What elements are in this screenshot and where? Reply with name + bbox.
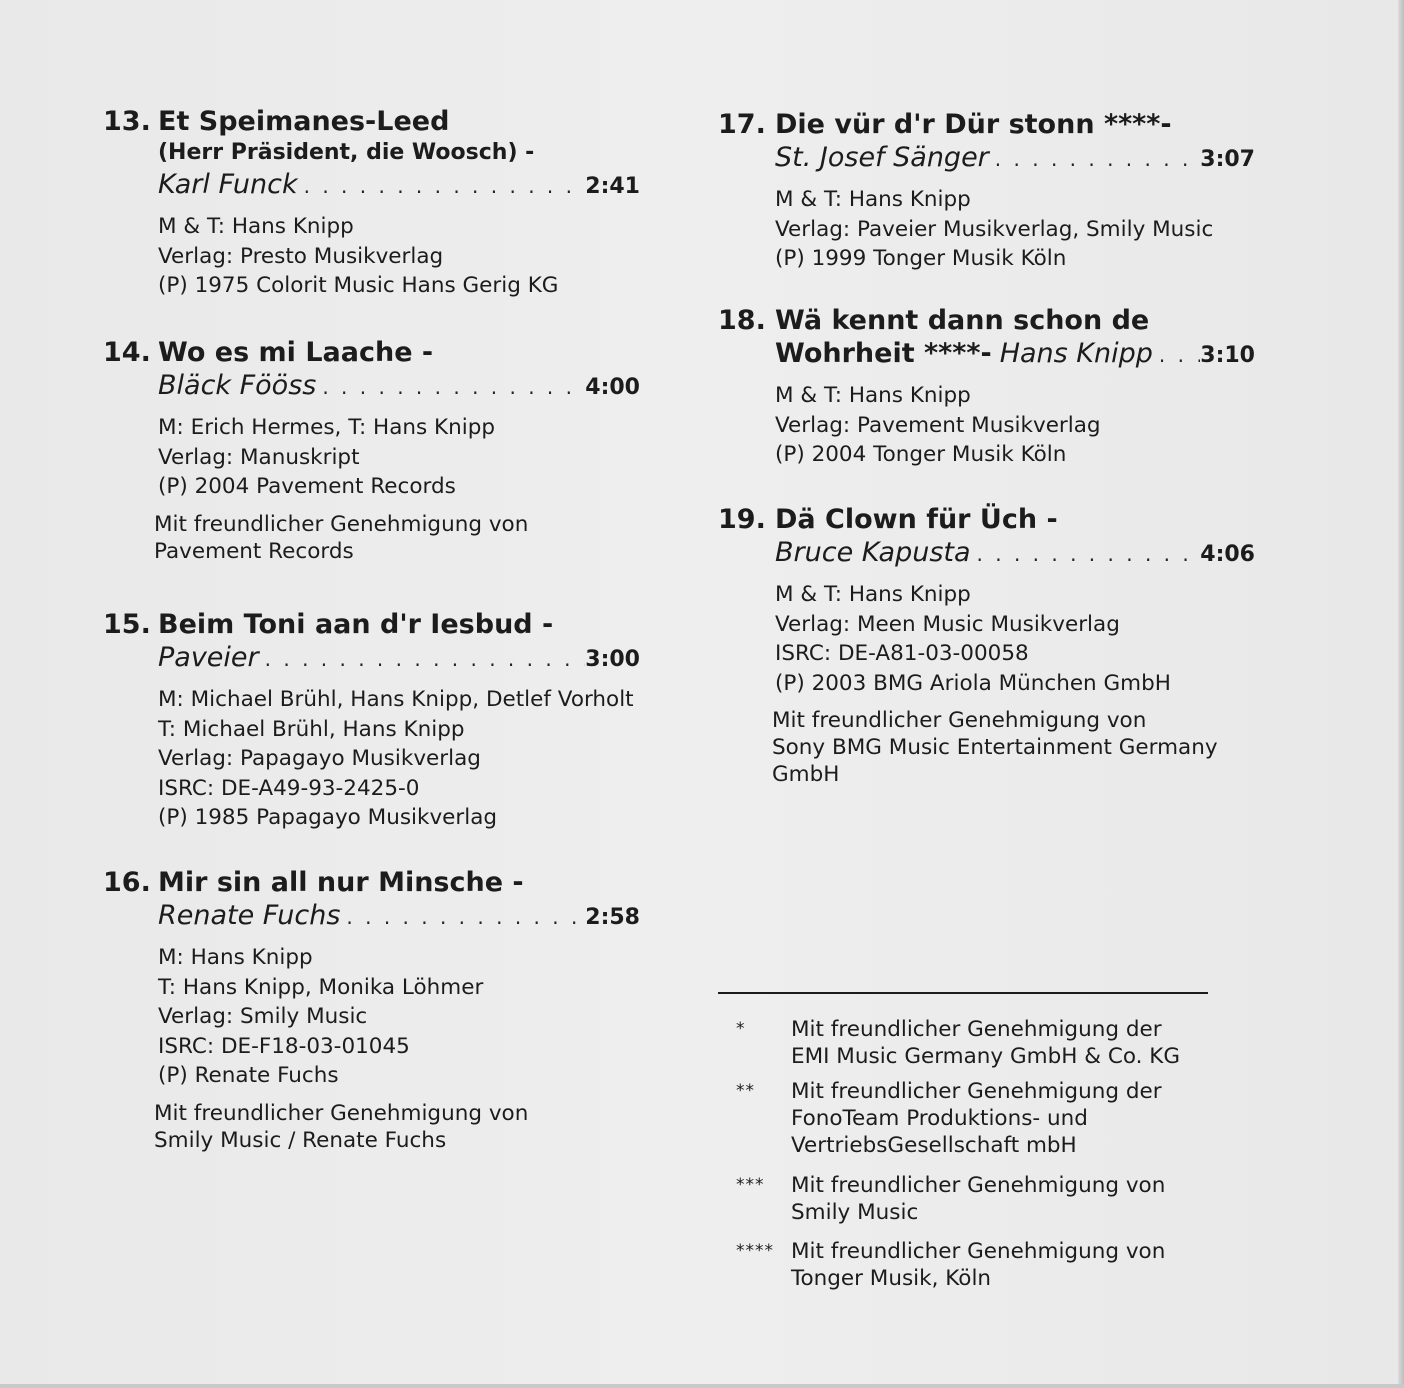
track-18 (718, 304, 1255, 470)
credit-line: (P) 1985 Papagayo Musikverlag (158, 805, 498, 830)
footnote-mark: ** (736, 1081, 755, 1101)
footnote-mark: *** (736, 1175, 765, 1195)
track-artist-line (775, 536, 1255, 572)
track-number: 13. (103, 106, 151, 137)
track-duration: 4:06 (1200, 542, 1255, 567)
track-duration: 3:07 (1200, 147, 1255, 172)
credit-line: T: Michael Brühl, Hans Knipp (158, 716, 465, 742)
leader-dots (298, 169, 586, 203)
track-number: 14. (103, 337, 151, 368)
track-number: 16. (103, 867, 151, 898)
footnote-text (791, 1016, 1180, 1070)
track-number: 18. (718, 305, 766, 336)
credit-line: (P) Renate Fuchs (158, 1063, 339, 1088)
track-artist: St. Josef Sänger (775, 142, 989, 173)
credit-line: (P) 1999 Tonger Musik Köln (775, 246, 1067, 271)
track-number: 17. (718, 109, 766, 140)
permission-line: Pavement Records (154, 538, 354, 564)
credit-line: Verlag: Pavement Musikverlag (775, 412, 1101, 438)
track-artist: Hans Knipp (999, 338, 1153, 369)
track-artist-line (158, 168, 640, 204)
footnote-mark: * (736, 1019, 746, 1039)
track-artist-line (158, 641, 640, 677)
track-artist: Karl Funck (158, 169, 298, 200)
track-credits (158, 685, 640, 833)
track-duration: 2:58 (585, 905, 640, 930)
track-permission (154, 1100, 640, 1154)
credit-line: M & T: Hans Knipp (775, 582, 971, 607)
permission-line: Sony BMG Music Entertainment Germany (772, 735, 1218, 760)
credit-line: Verlag: Paveier Musikverlag, Smily Music (775, 216, 1214, 242)
track-duration: 3:10 (1200, 343, 1255, 368)
permission-line: Mit freundlicher Genehmigung von (772, 708, 1147, 733)
footnote-line: Mit freundlicher Genehmigung der (791, 1017, 1162, 1042)
credit-line: (P) 2004 Tonger Musik Köln (775, 442, 1067, 467)
track-credits (158, 413, 640, 502)
track-artist-line (775, 141, 1255, 177)
track-13 (103, 105, 640, 301)
track-number: 19. (718, 504, 766, 535)
credit-line: Verlag: Papagayo Musikverlag (158, 746, 481, 771)
page-edge-right (1398, 0, 1404, 1388)
track-permission (772, 707, 1255, 788)
track-duration: 2:41 (585, 174, 640, 199)
footnote-text (791, 1172, 1165, 1226)
track-title: Wo es mi Laache - (158, 337, 434, 368)
footnote-mark: **** (736, 1241, 774, 1261)
credit-line: M & T: Hans Knipp (158, 214, 354, 239)
track-artist: Paveier (158, 642, 259, 673)
track-artist: Bläck Fööss (158, 370, 317, 401)
footnote-line: Mit freundlicher Genehmigung von (791, 1239, 1166, 1264)
leader-dots (989, 142, 1200, 176)
track-duration: 4:00 (585, 375, 640, 400)
track-title: Wä kennt dann schon de (775, 305, 1150, 336)
credit-line: Verlag: Presto Musikverlag (158, 243, 444, 269)
track-title: Mir sin all nur Minsche - (158, 867, 524, 898)
track-artist: Renate Fuchs (158, 900, 341, 931)
permission-line: Mit freundlicher Genehmigung von (154, 1100, 529, 1126)
page-edge-bottom (0, 1384, 1404, 1388)
credit-line: (P) 2003 BMG Ariola München GmbH (775, 670, 1171, 696)
credit-line: M: Michael Brühl, Hans Knipp, Detlef Vorholt (158, 687, 634, 712)
track-title: Dä Clown für Üch - (775, 504, 1058, 535)
footnote-line: Tonger Musik, Köln (791, 1266, 992, 1291)
footnote-line: EMI Music Germany GmbH & Co. KG (791, 1044, 1181, 1069)
footnote-line: FonoTeam Produktions- und (791, 1106, 1088, 1131)
track-permission (154, 511, 640, 565)
credit-line: M & T: Hans Knipp (775, 383, 971, 408)
track-credits (775, 185, 1255, 274)
footnote-text (791, 1238, 1165, 1292)
track-subtitle: (Herr Präsident, die Woosch) - (158, 140, 535, 165)
track-14 (103, 336, 640, 565)
track-16 (103, 866, 640, 1154)
track-duration: 3:00 (585, 647, 640, 672)
leader-dots (340, 900, 585, 934)
permission-line: Mit freundlicher Genehmigung von (154, 511, 529, 537)
track-number: 15. (103, 609, 151, 640)
track-artist-line (158, 899, 640, 935)
credit-line: M: Erich Hermes, T: Hans Knipp (158, 415, 496, 440)
track-credits (158, 212, 640, 301)
leader-dots (259, 642, 586, 676)
permission-line: GmbH (772, 762, 840, 787)
track-title: Beim Toni aan d'r Iesbud - (158, 609, 554, 640)
credit-line: ISRC: DE-F18-03-01045 (158, 1033, 410, 1059)
track-credits (158, 943, 640, 1091)
leader-dots (316, 370, 585, 404)
credit-line: (P) 1975 Colorit Music Hans Gerig KG (158, 273, 559, 298)
track-artist-line (158, 369, 640, 405)
credit-line: T: Hans Knipp, Monika Löhmer (158, 974, 484, 1000)
footnote-line: Smily Music (791, 1200, 919, 1225)
credit-line: (P) 2004 Pavement Records (158, 474, 456, 499)
track-15 (103, 608, 640, 833)
track-19 (718, 503, 1255, 788)
track-artist-line (775, 337, 1255, 373)
permission-line: Smily Music / Renate Fuchs (154, 1127, 447, 1153)
track-17 (718, 108, 1255, 274)
track-title-line2: Wohrheit ****- (775, 338, 992, 369)
leader-dots (971, 537, 1201, 571)
footnote-line: VertriebsGesellschaft mbH (791, 1133, 1077, 1158)
track-title: Et Speimanes-Leed (158, 106, 450, 137)
credit-line: ISRC: DE-A81-03-00058 (775, 641, 1029, 666)
track-artist: Bruce Kapusta (775, 537, 971, 568)
credit-line: ISRC: DE-A49-93-2425-0 (158, 775, 420, 801)
track-title: Die vür d'r Dür stonn ****- (775, 109, 1172, 140)
footnote-line: Mit freundlicher Genehmigung der (791, 1079, 1162, 1104)
footnote-text (791, 1078, 1162, 1159)
track-credits (775, 381, 1255, 470)
leader-dots (1153, 338, 1200, 372)
footnote-divider (718, 992, 1208, 994)
track-credits (775, 580, 1255, 698)
credit-line: M & T: Hans Knipp (775, 187, 971, 212)
credit-line: Verlag: Manuskript (158, 444, 360, 470)
footnote-line: Mit freundlicher Genehmigung von (791, 1173, 1166, 1198)
credit-line: Verlag: Meen Music Musikverlag (775, 611, 1120, 637)
credit-line: Verlag: Smily Music (158, 1004, 368, 1029)
credit-line: M: Hans Knipp (158, 945, 313, 970)
